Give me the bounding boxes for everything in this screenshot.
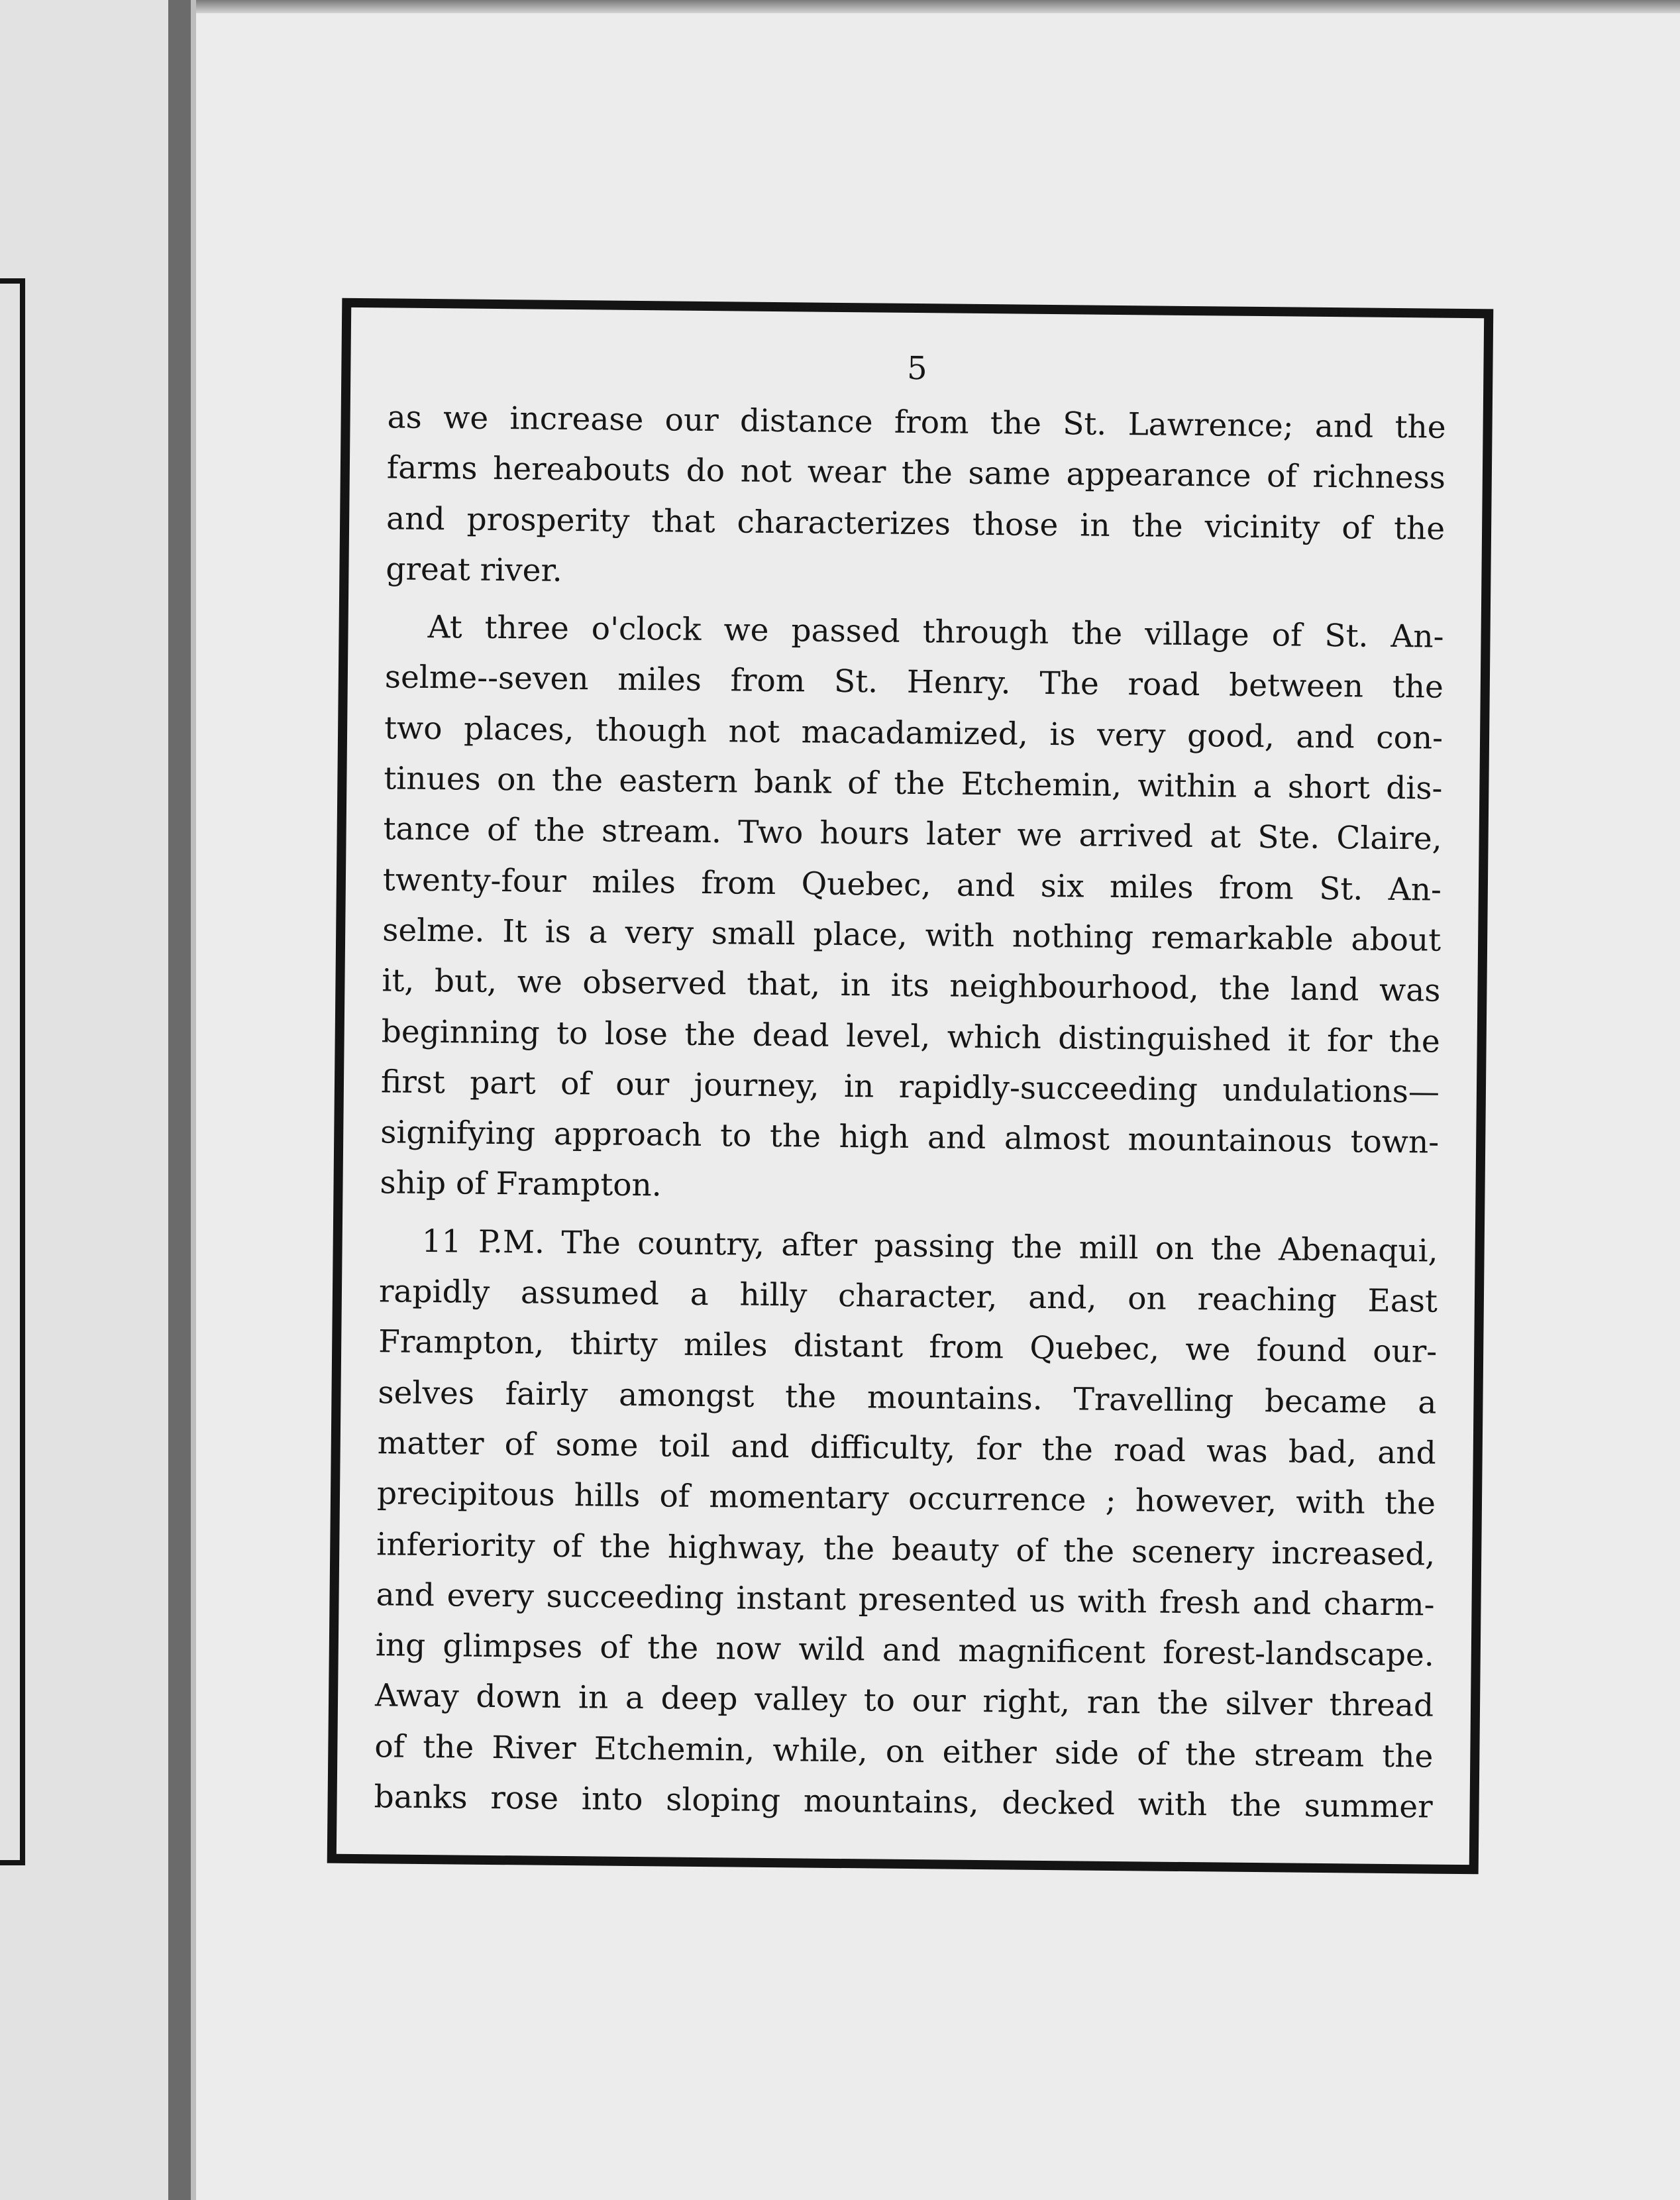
text-line: precipitous hills of momentary occurrence ; however, with the bbox=[376, 1475, 1436, 1522]
top-shadow bbox=[0, 0, 1680, 13]
gutter-edge bbox=[191, 0, 196, 2200]
first-line-text: The country, after passing the mill on the Abenaqui, bbox=[561, 1224, 1438, 1270]
text-line: Frampton, thirty miles distant from Quebec, we found our- bbox=[378, 1323, 1438, 1370]
text-line: of the River Etchemin, while, on either side of the stream the bbox=[374, 1728, 1434, 1775]
paragraph-1 bbox=[386, 392, 1446, 605]
text-line: selme. It is a very small place, with nothing remarkable about bbox=[382, 912, 1442, 959]
text-line: two places, though not macadamized, is very good, and con- bbox=[384, 710, 1444, 757]
text-line: At three o'clock we passed through the village of St. An- bbox=[427, 609, 1444, 655]
text-line: Away down in a deep valley to our right, ran the silver thread bbox=[374, 1677, 1434, 1725]
page-content bbox=[374, 342, 1446, 1840]
text-line: and prosperity that characterizes those in the vicinity of the bbox=[386, 500, 1445, 547]
text-line: rapidly assumed a hilly character, and, on reaching East bbox=[378, 1273, 1438, 1320]
text-line: beginning to lose the dead level, which distinguished it for the bbox=[381, 1013, 1440, 1060]
text-line: great river. bbox=[386, 551, 563, 589]
text-line: farms hereabouts do not wear the same appearance of richness bbox=[386, 449, 1446, 497]
text-line: inferiority of the highway, the beauty of the scenery increased, bbox=[376, 1525, 1436, 1573]
text-line: twenty-four miles from Quebec, and six miles from St. An- bbox=[382, 861, 1442, 908]
page-number: 5 bbox=[906, 349, 927, 388]
text-line: signifying approach to the high and almost mountainous town- bbox=[380, 1114, 1440, 1161]
page-border bbox=[327, 298, 1494, 1875]
time-label: 11 P.M. bbox=[421, 1223, 545, 1261]
text-line: it, but, we observed that, in its neighbourhood, the land was bbox=[382, 962, 1441, 1009]
text-line: tance of the stream. Two hours later we arrived at Ste. Claire, bbox=[383, 810, 1442, 858]
text-line: as we increase our distance from the St. Lawrence; and the bbox=[387, 399, 1446, 446]
text-line: tinues on the eastern bank of the Etchemin, within a short dis- bbox=[384, 760, 1443, 807]
text-line: banks rose into sloping mountains, decked with the summer bbox=[374, 1779, 1433, 1826]
left-page-edge bbox=[0, 0, 168, 2200]
left-page-border bbox=[0, 278, 25, 1865]
text-line: matter of some toil and difficulty, for the road was bad, and bbox=[377, 1425, 1436, 1472]
book-gutter bbox=[168, 0, 191, 2200]
paragraph-2 bbox=[380, 602, 1444, 1219]
text-line: selves fairly amongst the mountains. Travelling became a bbox=[378, 1374, 1437, 1421]
text-line: and every succeeding instant presented us with fresh and charm- bbox=[376, 1576, 1435, 1623]
text-line: first part of our journey, in rapidly-succeeding undulations— bbox=[380, 1064, 1440, 1111]
text-line: selme--seven miles from St. Henry. The road between the bbox=[384, 659, 1444, 706]
paragraph-3 bbox=[374, 1216, 1438, 1833]
text-line: ship of Frampton. bbox=[380, 1164, 662, 1204]
text-line: ing glimpses of the now wild and magnificent forest-landscape. bbox=[375, 1627, 1435, 1674]
